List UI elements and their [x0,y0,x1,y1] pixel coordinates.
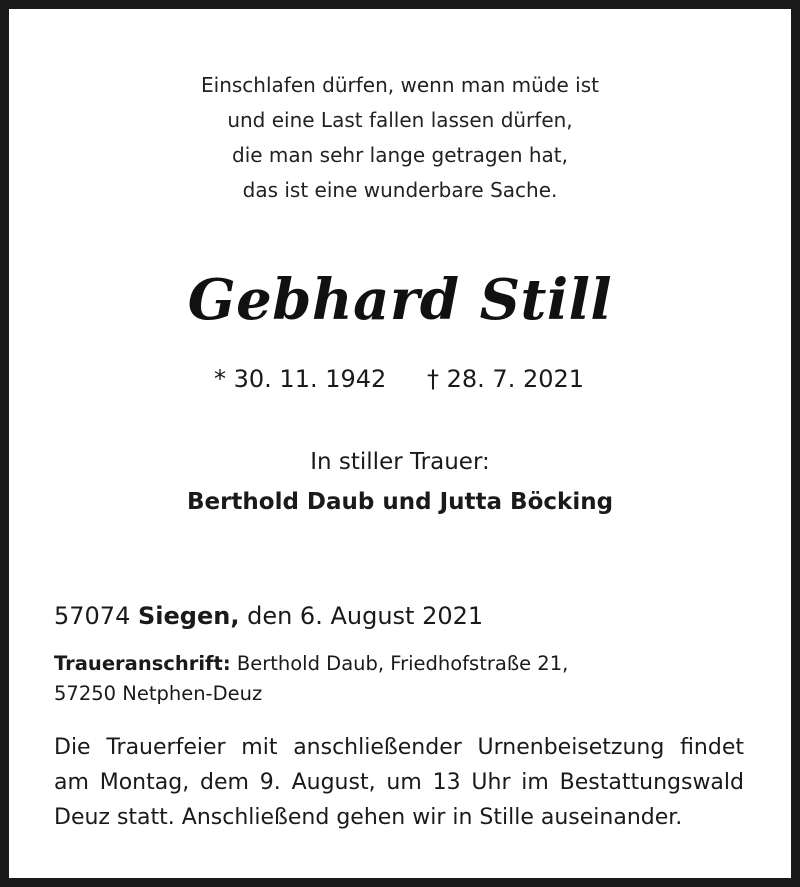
ceremony-line-3: Deuz statt. Anschließend gehen wir in Stille auseinander. [54,805,683,830]
mourning-intro: In stiller Trauer: [310,449,490,475]
address-street: Berthold Daub, Friedhofstraße 21, [236,652,569,675]
place-city: Siegen, [138,602,240,630]
notice-date: den 6. August 2021 [247,602,484,630]
address-label: Traueranschrift: [54,652,231,675]
ceremony-note [54,730,744,835]
birth-date: * 30. 11. 1942 [214,365,387,393]
place-date-line [54,602,483,630]
mourning-address-line-1 [54,652,568,675]
death-date: † 28. 7. 2021 [427,365,585,393]
deceased-name: Gebhard Still [187,267,613,333]
poem-line-1: Einschlafen dürfen, wenn man müde ist [201,73,599,97]
mourning-address-line-2: 57250 Netphen-Deuz [54,682,263,705]
poem-line-3: die man sehr lange getragen hat, [232,143,568,167]
ceremony-line-2: am Montag, dem 9. August, um 13 Uhr im Bestattungswald [54,770,744,795]
poem-line-2: und eine Last fallen lassen dürfen, [227,108,573,132]
mourner-names: Berthold Daub und Jutta Böcking [186,489,614,515]
poem-line-4: das ist eine wunderbare Sache. [242,178,558,202]
ceremony-line-1: Die Trauerfeier mit anschließender Urnenbeisetzung findet [54,735,744,760]
place-zip: 57074 [54,602,131,630]
